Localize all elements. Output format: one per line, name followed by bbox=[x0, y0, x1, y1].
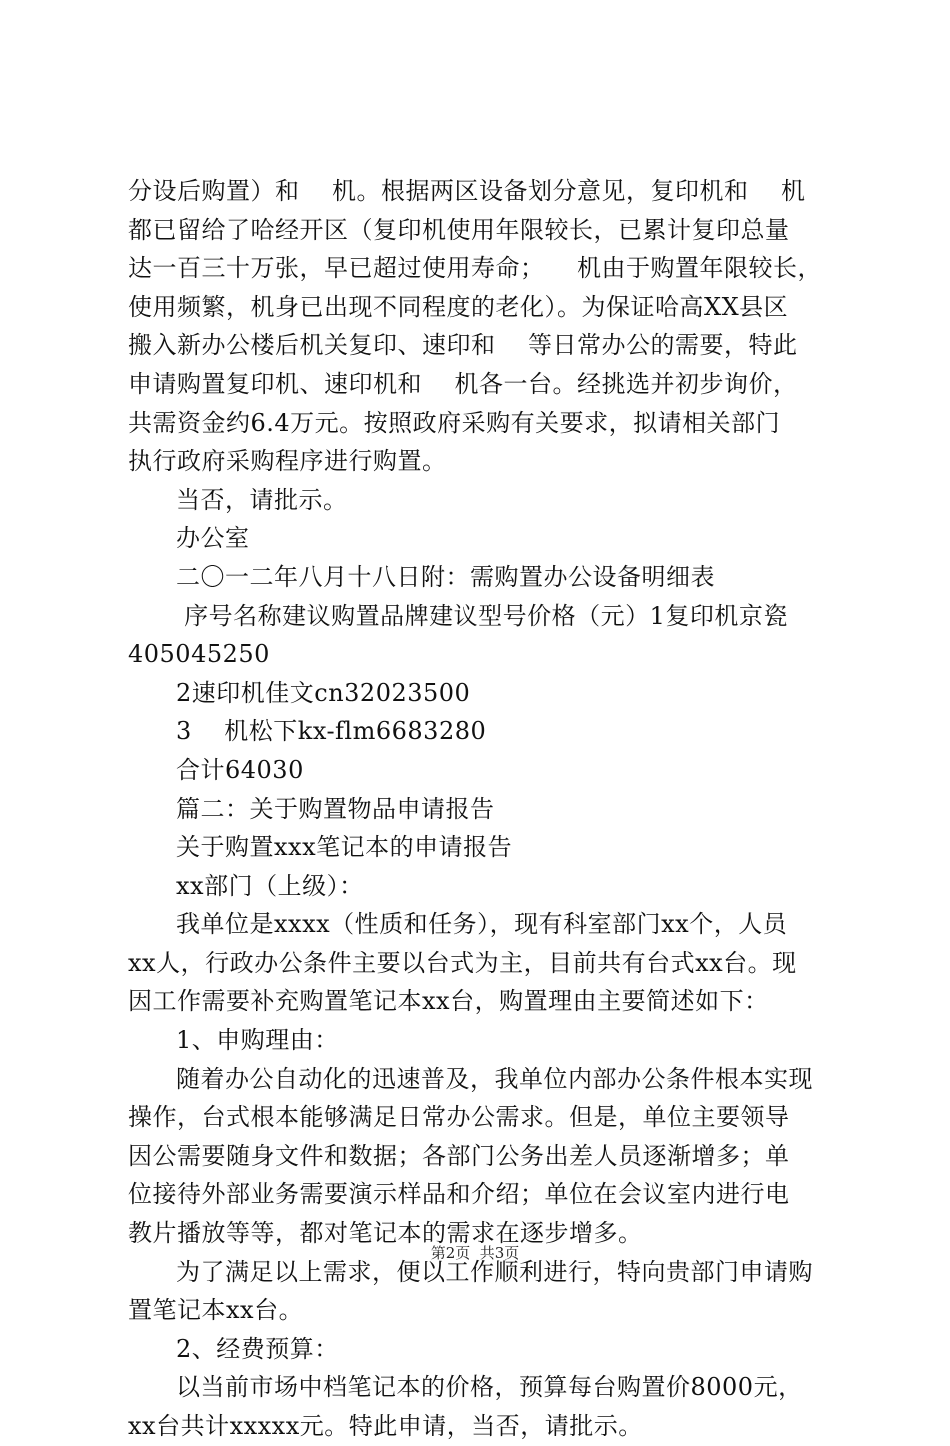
text-line: xx台共计xxxxx元。特此申请，当否，请批示。 bbox=[128, 1412, 643, 1440]
text-line: 操作，台式根本能够满足日常办公需求。但是，单位主要领导 bbox=[128, 1103, 790, 1132]
text-line: 以当前市场中档笔记本的价格，预算每台购置价8000元， bbox=[176, 1373, 803, 1402]
text-line: 随着办公自动化的迅速普及，我单位内部办公条件根本实现 bbox=[176, 1064, 813, 1093]
text-line: 办公室 bbox=[176, 524, 250, 553]
text-line: 序号名称建议购置品牌建议型号价格（元）1复印机京瓷 bbox=[176, 601, 788, 630]
text-line: 篇二：关于购置物品申请报告 bbox=[176, 794, 495, 823]
text-line: 使用频繁，机身已出现不同程度的老化）。为保证哈高XX县区 bbox=[128, 292, 789, 321]
text-line: 执行政府采购程序进行购置。 bbox=[128, 447, 447, 476]
text-line: 1、申购理由： bbox=[176, 1026, 339, 1055]
text-line: 教片播放等等，都对笔记本的需求在逐步增多。 bbox=[128, 1219, 643, 1248]
text-line: 2速印机佳文cn32023500 bbox=[176, 678, 471, 707]
text-line: 位接待外部业务需要演示样品和介绍；单位在会议室内进行电 bbox=[128, 1180, 790, 1209]
text-line: 因公需要随身文件和数据；各部门公务出差人员逐渐增多；单 bbox=[128, 1141, 790, 1170]
text-line: 共需资金约6.4万元。按照政府采购有关要求，拟请相关部门 bbox=[128, 408, 781, 437]
text-line: 405045250 bbox=[128, 640, 270, 669]
text-line: 3 机松下kx-flm6683280 bbox=[176, 717, 487, 746]
text-line: 当否，请批示。 bbox=[176, 485, 348, 514]
text-line: 达一百三十万张，早已超过使用寿命； 机由于购置年限较长， bbox=[128, 254, 823, 283]
text-line: xx人，行政办公条件主要以台式为主，目前共有台式xx台。现 bbox=[128, 948, 797, 977]
page-number-footer: 第2页 共3页 bbox=[430, 1244, 520, 1262]
text-line: 置笔记本xx台。 bbox=[128, 1296, 304, 1325]
text-line: 为了满足以上需求，便以工作顺利进行，特向贵部门申请购 bbox=[176, 1257, 813, 1286]
text-line: 2、经费预算： bbox=[176, 1334, 339, 1363]
text-line: 都已留给了哈经开区（复印机使用年限较长，已累计复印总量 bbox=[128, 215, 790, 244]
text-line: 合计64030 bbox=[176, 755, 304, 784]
text-line: xx部门（上级）： bbox=[176, 871, 364, 900]
text-line: 我单位是xxxx（性质和任务），现有科室部门xx个，人员 bbox=[176, 910, 788, 939]
text-line: 申请购置复印机、速印机和 机各一台。经挑选并初步询价， bbox=[128, 369, 798, 398]
text-line: 关于购置xxx笔记本的申请报告 bbox=[176, 833, 513, 862]
text-line: 分设后购置）和 机。根据两区设备划分意见，复印机和 机 bbox=[128, 177, 806, 205]
text-line: 搬入新办公楼后机关复印、速印和 等日常办公的需要，特此 bbox=[128, 331, 798, 360]
text-line: 因工作需要补充购置笔记本xx台，购置理由主要简述如下： bbox=[128, 987, 769, 1016]
text-line: 二〇一二年八月十八日附：需购置办公设备明细表 bbox=[176, 562, 715, 591]
